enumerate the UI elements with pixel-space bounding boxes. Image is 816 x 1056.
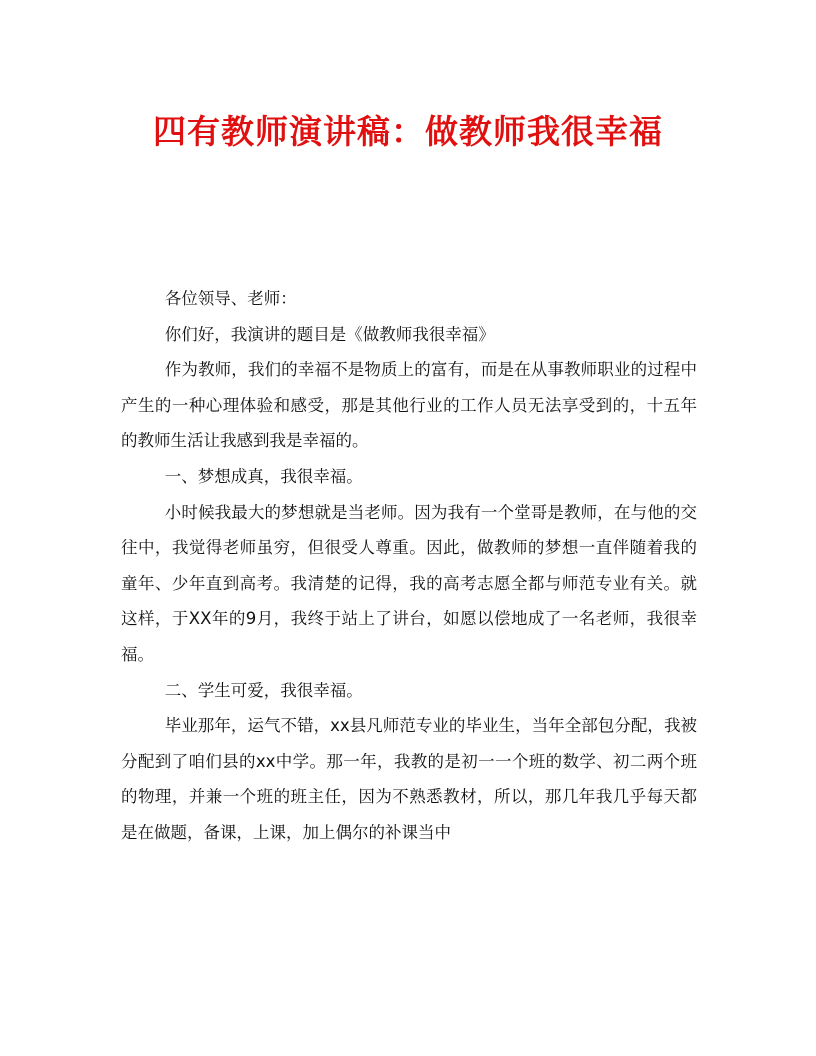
section-heading-1: 一、梦想成真，我很幸福。: [164, 466, 363, 486]
document-title: 四有教师演讲稿：做教师我很幸福: [153, 112, 663, 151]
document-body: [121, 281, 697, 851]
salutation-paragraph: 各位领导、老师：: [164, 289, 297, 308]
section-1-paragraph: 小时候我最大的梦想就是当老师。因为我有一个堂哥是教师，在与他的交往中，我觉得老师虽穷，但很受人尊重。因此，做教师的梦想一直伴随着我的童年、少年直到高考。我清楚的记得，我的高考志愿全都与师范专业有关。就这样，于XX年的9月，我终于站上了讲台，如愿以偿地成了一名老师，我很幸福。: [121, 502, 697, 664]
intro-paragraph: 作为教师，我们的幸福不是物质上的富有，而是在从事教师职业的过程中产生的一种心理体验和感受，那是其他行业的工作人员无法享受到的，十五年的教师生活让我感到我是幸福的。: [121, 360, 697, 451]
greeting-paragraph: 你们好，我演讲的题目是《做教师我很幸福》: [164, 324, 495, 344]
section-2-paragraph: 毕业那年，运气不错，xx县凡师范专业的毕业生，当年全部包分配，我被分配到了咱们县的xx中学。那一年，我教的是初一一个班的数学、初二两个班的物理，并兼一个班的班主任，因为不熟悉教材，所以，那几年我几乎每天都是在做题，备课，上课，加上偶尔的补课当中: [121, 716, 697, 842]
section-heading-2: 二、学生可爱，我很幸福。: [164, 680, 363, 700]
